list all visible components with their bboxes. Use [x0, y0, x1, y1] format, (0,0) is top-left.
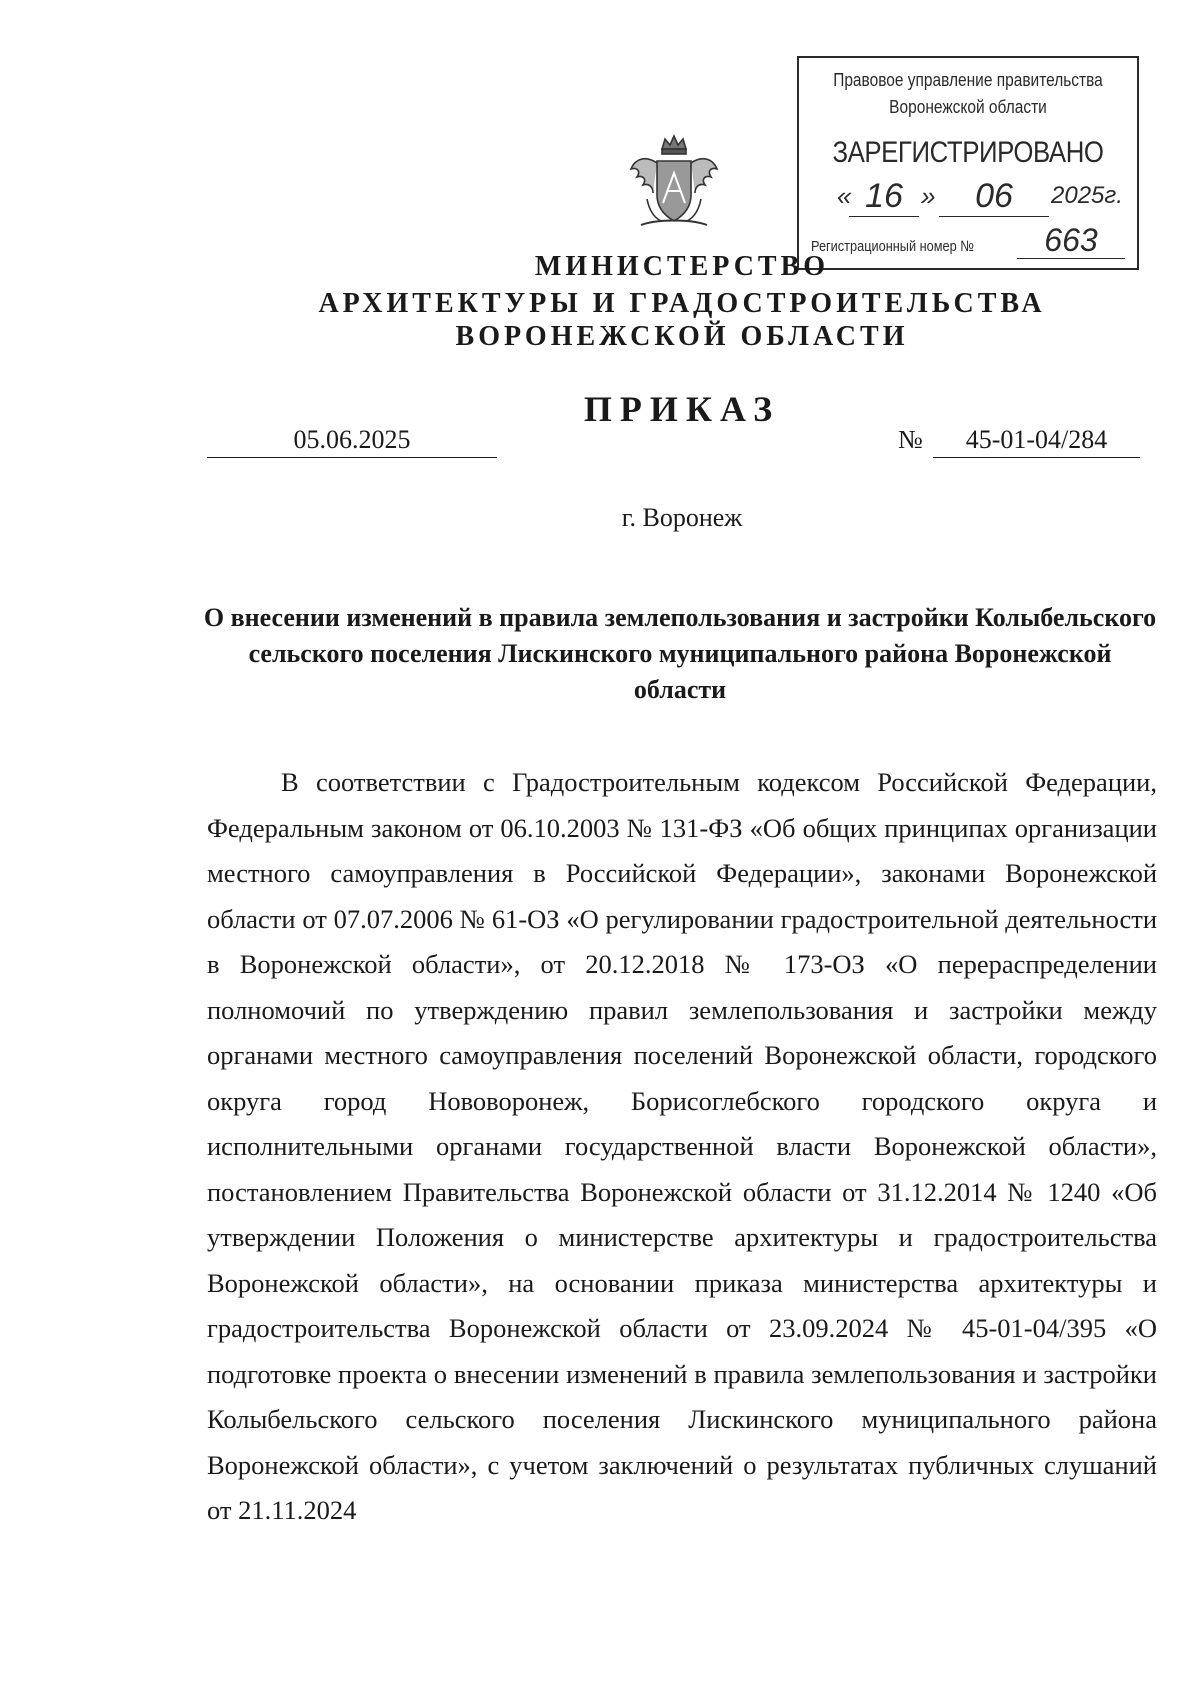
order-date: 05.06.2025 — [207, 423, 497, 458]
order-subject: О внесении изменений в правила землепользования и застройки Колыбельского сельского поселения Лискинского муниципального района Воронежской области — [203, 603, 1157, 704]
ministry-name-line1: МИНИСТЕРСТВО — [534, 251, 830, 282]
stamp-quote-open: « — [837, 181, 852, 211]
document-title: ПРИКАЗ — [583, 389, 781, 429]
order-city: г. Воронеж — [621, 503, 743, 532]
stamp-month: 06 — [939, 176, 1049, 217]
ministry-name-line3: ВОРОНЕЖСКОЙ ОБЛАСТИ — [455, 321, 909, 352]
stamp-org-line1: Правовое управление правительства — [833, 70, 1103, 90]
order-body-paragraph: В соответствии с Градостроительным кодексом Российской Федерации, Федеральным законом от 06.10.2003 № 131-ФЗ «Об общих принципах организации местного самоуправления в Российской Федерации», законами Воронежской области от 07.07.2006 № 61-ОЗ «О регулировании градостроительной деятельности в Воронежской области», от 20.12.2018 № 173-ОЗ «О перераспределении полномочий по утверждению правил землепользования и застройки между органами местного самоуправления поселений Воронежской области, городского округа город Нововоронеж, Борисоглебского городского округа и исполнительными органами государственной власти Воронежской области», постановлением Правительства Воронежской области от 31.12.2014 № 1240 «Об утверждении Положения о министерстве архитектуры и градостроительства Воронежской области», на основании приказа министерства архитектуры и градостроительства Воронежской области от 23.09.2024 № 45-01-04/395 «О подготовке проекта о внесении изменений в правила землепользования и застройки Колыбельского сельского поселения Лискинского муниципального района Воронежской области», с учетом заключений о результатах публичных слушаний от 21.11.2024 — [207, 767, 1157, 1525]
stamp-regno: 663 — [1017, 222, 1125, 259]
stamp-year: 2025г. — [1051, 182, 1123, 209]
registration-stamp — [797, 56, 1139, 270]
stamp-quote-close: » — [921, 181, 936, 211]
order-number-label: № — [898, 425, 923, 454]
ministry-name-line2: АРХИТЕКТУРЫ И ГРАДОСТРОИТЕЛЬСТВА — [318, 288, 1046, 319]
stamp-status: ЗАРЕГИСТРИРОВАНО — [832, 136, 1104, 169]
stamp-regno-label: Регистрационный номер № — [811, 238, 974, 255]
stamp-org-line2: Воронежской области — [889, 97, 1047, 117]
order-number: 45-01-04/284 — [933, 423, 1140, 458]
stamp-day: 16 — [849, 176, 919, 217]
coat-of-arms-icon — [627, 133, 721, 233]
